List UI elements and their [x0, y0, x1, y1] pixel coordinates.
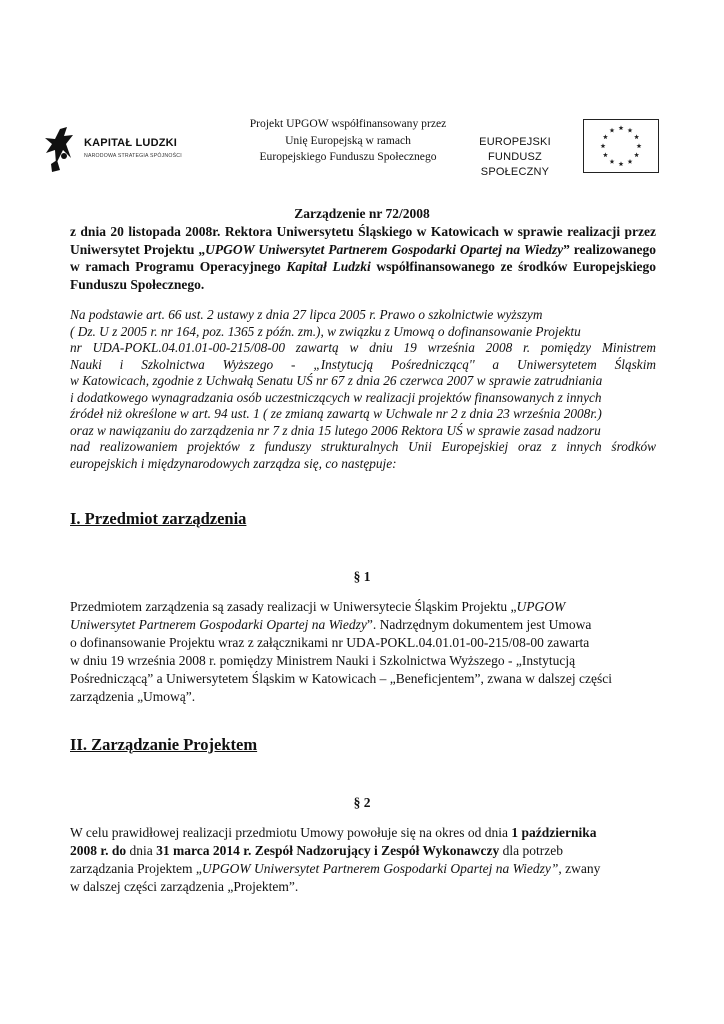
- start-date-year: 2008 r. do: [70, 843, 127, 858]
- decision-text-part: z dnia 20 listopada 2008r. Rektora Uniwersytetu Śląskiego w Katowicach w sprawie realizacji przez Uniwersytet Projektu „: [70, 224, 656, 257]
- preamble-line: europejskich i międzynarodowych zarządza się, co następuje:: [70, 455, 397, 471]
- efs-logo-text: [455, 135, 575, 180]
- section-heading-1: I. Przedmiot zarządzenia: [70, 509, 247, 528]
- preamble-line: nr UDA-POKL.04.01.01-00-215/08-00 zawartą w dniu 19 września 2008 r. pomiędzy Ministrem: [70, 340, 656, 355]
- start-date: 1 października: [511, 825, 597, 840]
- preamble-line: Nauki i Szkolnictwa Wyższego - „Instytucją Pośredniczącą'' a Uniwersytetem Śląskim: [70, 356, 656, 372]
- decision-text-part: ” realizowanego w ramach Programu Operacyjnego: [70, 241, 656, 274]
- efs-line: EUROPEJSKI: [479, 136, 551, 148]
- preamble: [70, 307, 656, 472]
- eu-flag-icon: [583, 119, 659, 173]
- body-text-part: Przedmiotem zarządzenia są zasady realizacji w Uniwersytecie Śląskim Projektu „: [70, 599, 517, 614]
- preamble-line: w Katowicach, zgodnie z Uchwałą Senatu UŚ nr 67 z dnia 26 czerwca 2007 w sprawie zatrudniania: [70, 373, 603, 388]
- kapital-ludzki-logo: [42, 126, 212, 174]
- project-info-line: Europejskiego Funduszu Społecznego: [259, 150, 437, 163]
- preamble-line: oraz w nawiązaniu do zarządzenia nr 7 z dnia 15 lutego 2006 Rektora UŚ w sprawie zasad nadzoru: [70, 422, 601, 438]
- kapital-ludzki-subtitle: NARODOWA STRATEGIA SPÓJNOŚCI: [84, 153, 182, 159]
- kapital-ludzki-title: KAPITAŁ LUDZKI: [84, 137, 178, 149]
- section-heading-2: II. Zarządzanie Projektem: [70, 735, 258, 754]
- decision-text: [70, 223, 656, 293]
- preamble-line: Na podstawie art. 66 ust. 2 ustawy z dnia 27 lipca 2005 r. Prawo o szkolnictwie wyższym: [70, 307, 543, 322]
- body-text-part: ”. Nadrzędnym dokumentem jest Umowa: [366, 617, 592, 632]
- body-text-part: zarządzania Projektem „: [70, 861, 202, 876]
- paragraph-number-2: § 2: [353, 795, 371, 810]
- body-line: [70, 598, 656, 616]
- decision-title: Zarządzenie nr 72/2008: [294, 206, 430, 221]
- body-text-part: W celu prawidłowej realizacji przedmiotu Umowy powołuje się na okres od dnia: [70, 825, 512, 840]
- section1-body: [70, 598, 656, 706]
- program-name: Kapitał Ludzki: [286, 259, 371, 274]
- project-name: UPGOW Uniwersytet Partnerem Gospodarki Opartej na Wiedzy”: [201, 861, 559, 876]
- paragraph-number-1: § 1: [353, 569, 371, 584]
- body-line: o dofinansowanie Projektu wraz z załącznikami nr UDA-POKL.04.01.01-00-215/08-00 zawarta: [70, 635, 590, 650]
- project-name-part: Uniwersytet Partnerem Gospodarki Opartej na Wiedzy: [70, 617, 367, 632]
- efs-line: FUNDUSZ SPOŁECZNY: [480, 151, 550, 178]
- body-text-part: , zwany: [558, 861, 601, 876]
- preamble-line: ( Dz. U z 2005 r. nr 164, poz. 1365 z późn. zm.), w związku z Umową o dofinansowanie Projektu: [70, 323, 581, 339]
- project-info-line: Projekt UPGOW współfinansowany przez: [249, 117, 447, 130]
- project-name: UPGOW Uniwersytet Partnerem Gospodarki Opartej na Wiedzy: [205, 241, 564, 257]
- body-line: zarządzenia „Umową”.: [70, 689, 196, 704]
- project-info: [228, 116, 468, 166]
- body-text-part: dnia: [126, 843, 157, 858]
- decision-text-part: współfinansowanego ze środków Europejskiego Funduszu Społecznego.: [70, 259, 656, 292]
- end-date-and-teams: 31 marca 2014 r. Zespół Nadzorujący i Zespół Wykonawczy: [156, 843, 500, 858]
- body-line: [70, 860, 656, 878]
- body-line: Pośredniczącą” a Uniwersytetem Śląskim w Katowicach – „Beneficjentem”, zwana w dalszej części: [70, 671, 613, 686]
- preamble-line: źródeł niż określone w art. 94 ust. 1 ( ze zmianą zawartą w Uchwale nr 2 z dnia 23 września 2008r.): [70, 406, 602, 421]
- section2-body: [70, 824, 656, 896]
- body-line: w dniu 19 września 2008 r. pomiędzy Ministrem Nauki i Szkolnictwa Wyższego - „Instytucją: [70, 653, 576, 668]
- body-text-part: dla potrzeb: [499, 843, 563, 858]
- preamble-line: i dodatkowego wynagradzania osób uczestniczących w realizacji projektów finansowanych z innych: [70, 389, 602, 405]
- body-line: w dalszej części zarządzenia „Projektem”.: [70, 879, 299, 894]
- body-line: [70, 824, 656, 842]
- body-line: [70, 842, 656, 860]
- project-name-part: UPGOW: [516, 599, 566, 614]
- project-info-line: Unię Europejską w ramach: [285, 133, 411, 147]
- preamble-line: nad realizowaniem projektów z funduszy strukturalnych Unii Europejskiej oraz z innych środków: [70, 439, 656, 454]
- body-line: [70, 616, 656, 634]
